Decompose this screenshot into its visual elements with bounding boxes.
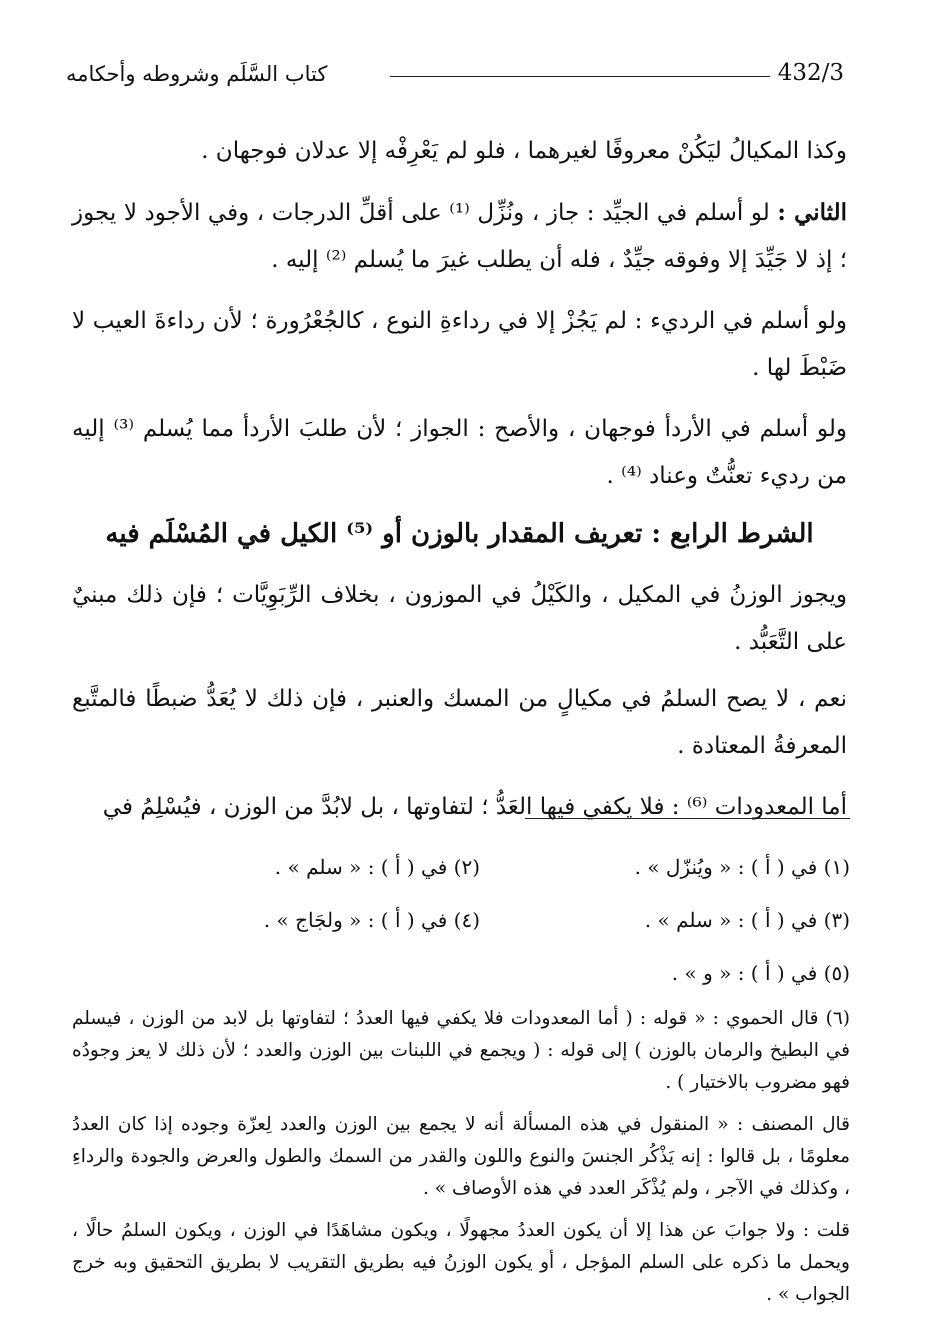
- header-rule: [390, 76, 770, 77]
- footnote-5: (٥) في ( أ ) : « و » .: [671, 960, 850, 985]
- paragraph-5: ويجوز الوزنُ في المكيل ، والكَيْلُ في الموزون ، بخلاف الرِّبَوِيَّات ؛ فإن ذلك مبنيٌ على التَّعَبُّد .: [72, 582, 847, 655]
- paragraph-3: ولو أسلم في الرديء : لم يَجُزْ إلا في رداءةِ النوع ، كالجُعْرُورة ؛ لأن رداءةَ العيب لا ضَبْطَ لها .: [72, 308, 847, 381]
- footnote-4: (٤) في ( أ ) : « ولجَاج » .: [263, 907, 480, 932]
- paragraph-2: [72, 189, 847, 284]
- footnote-6-author-note: قال المصنف : « المنقول في هذه المسألة أنه لا يجمع بين الوزن والعدد لِعزّة وجوده إذا كان العددُ معلومًا ، بل قالوا : إنه يَذْكُر الجنسَ والنوع واللون والقدر من السمك والطول والعرض والجودة والرداءِ ، وكذلك في الآجر ، ولم يُذْكَر العدد في هذه الأوصاف » .: [72, 1114, 850, 1199]
- footnote-2: (٢) في ( أ ) : « سلم » .: [274, 854, 480, 879]
- short-footnotes: [90, 840, 850, 999]
- paragraph-4: ولو أسلم في الأردأ فوجهان ، والأصح : الجواز ؛ لأن طلبَ الأردأ مما يُسلم ⁽³⁾ إليه من رديء تعنُّتٌ وعناد ⁽⁴⁾ .: [72, 416, 847, 489]
- long-footnote: [72, 1003, 850, 1321]
- footnote-1: (١) في ( أ ) : « ويُنزّل » .: [634, 854, 850, 879]
- page-number: 432/3: [777, 60, 844, 86]
- book-title: كتاب السَّلَم وشروطه وأحكامه: [66, 62, 328, 86]
- paragraph-2-lead: الثاني :: [777, 199, 847, 226]
- paragraph-2-text: لو أسلم في الجيِّد : جاز ، ونُزِّل ⁽¹⁾ على أقلِّ الدرجات ، وفي الأجود لا يجوز ؛ إذ لا جَيِّدَ إلا وفوقه جيِّدٌ ، فله أن يطلب غيرَ ما يُسلم ⁽²⁾ إليه .: [72, 200, 847, 273]
- paragraph-1: وكذا المكيالُ ليَكُنْ معروفًا لغيرهما ، فلو لم يَعْرِفْه إلا عدلان فوجهان .: [201, 138, 847, 164]
- footnote-row: [90, 946, 850, 999]
- footnote-separator: [525, 818, 850, 819]
- footnote-3: (٣) في ( أ ) : « سلم » .: [644, 907, 850, 932]
- page-header: [60, 56, 850, 96]
- footnote-6-quote: (٦) قال الحموي : « قوله : ( أما المعدودات فلا يكفي فيها العددُ ؛ لتفاوتها بل لابد من الوزن ، فيسلم في البطيخ والرمان بالوزن ) إلى قوله : ( ويجمع في اللبنات بين الوزن والعدد ؛ لأن ذلك لا يعز وجودُه فهو مضروب بالاختيار ) .: [72, 1008, 850, 1093]
- main-text: [72, 128, 847, 845]
- footnote-row: [90, 840, 850, 893]
- section-heading: الشرط الرابع : تعريف المقدار بالوزن أو ⁽⁵⁾ الكيل في المُسْلَم فيه: [105, 519, 814, 549]
- paragraph-7: أما المعدودات ⁽⁶⁾ : فلا يكفي فيها العَدُّ ؛ لتفاوتها ، بل لابُدَّ من الوزن ، فيُسْلِمُ في: [102, 794, 847, 820]
- footnote-6-editor-note: قلت : ولا جوابَ عن هذا إلا أن يكون العددُ مجهولًا ، ويكون مشاهَدًا في الوزن ، ويكون السلمُ حالًا ، ويحمل ما ذكره على السلم المؤجل ، أو يكون الوزنُ فيه بطريق التقريب لا بطريق التحقيق وبه خرج الجواب » .: [72, 1220, 850, 1305]
- footnote-row: [90, 893, 850, 946]
- paragraph-6: نعم ، لا يصح السلمُ في مكيالٍ من المسك والعنبر ، فإن ذلك لا يُعَدُّ ضبطًا فالمتَّبع المعرفةُ المعتادة .: [72, 686, 847, 759]
